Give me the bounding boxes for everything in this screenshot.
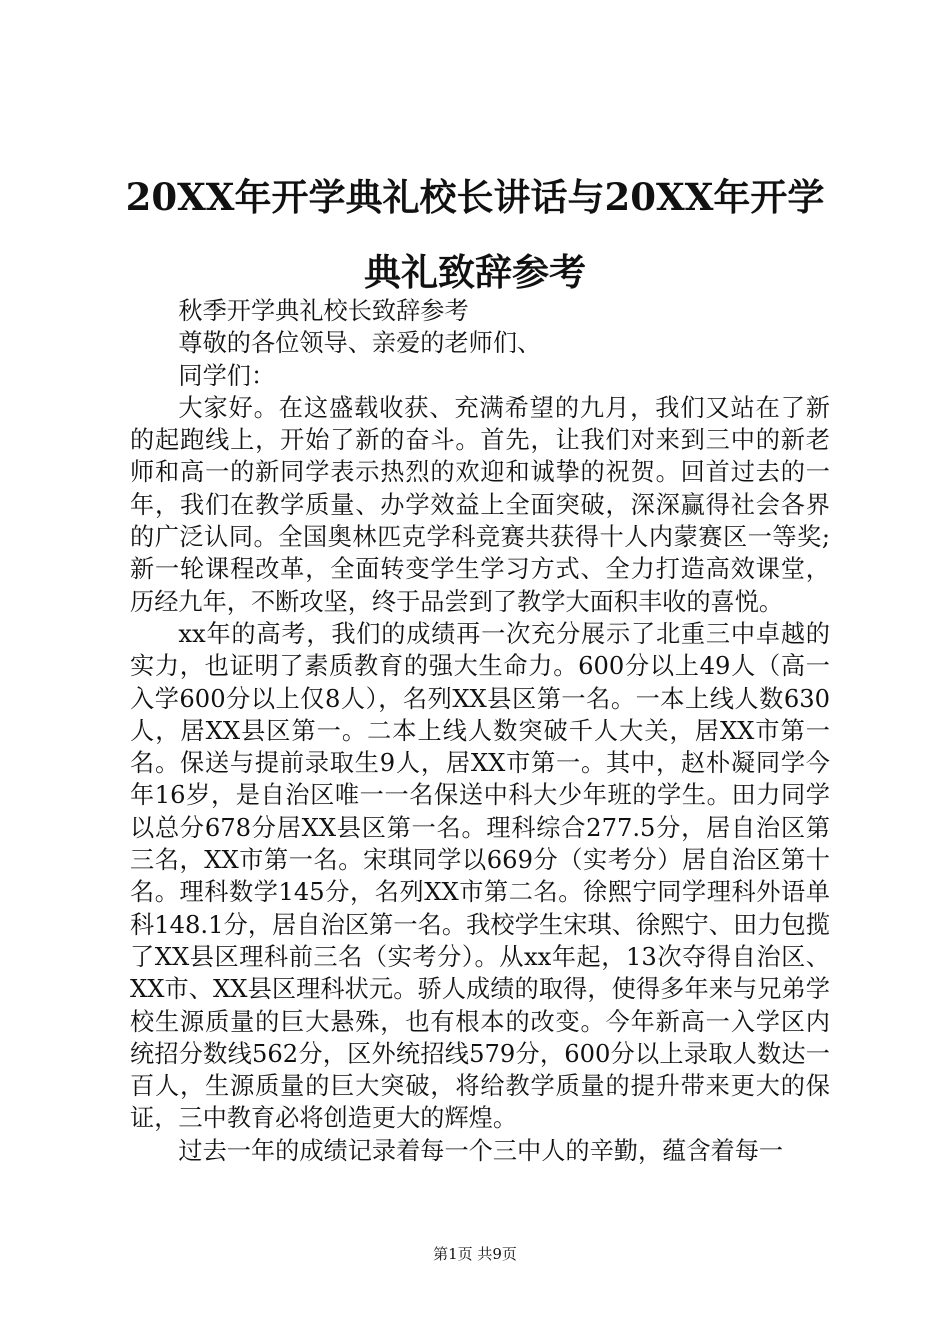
paragraph-subtitle: 秋季开学典礼校长致辞参考 <box>178 297 469 325</box>
paragraph-closing-start: 过去一年的成绩记录着每一个三中人的辛勤，蕴含着每一 <box>178 1136 784 1165</box>
paragraph-exam-results: xx年的高考，我们的成绩再一次充分展示了北重三中卓越的实力，也证明了素质教育的强大生命力。600分以上49人（高一入学600分以上仅8人），名列XX县区第一名。一本上线人数630人，居XX县区第一。二本上线人数突破千人大关，居XX市第一名。保送与提前录取生9人，居XX市第一。其中，赵朴凝同学今年16岁，是自治区唯一一名保送中科大少年班的学生。田力同学以总分678分居XX县区第一名。理科综合277.5分，居自治区第三名，XX市第一名。宋琪同学以669分（实考分）居自治区第十名。理科数学145分，名列XX市第二名。徐熙宁同学理科外语单科148.1分，居自治区第一名。我校学生宋琪、徐熙宁、田力包揽了XX县区理科前三名（实考分）。从xx年起，13次夺得自治区、XX市、XX县区理科状元。骄人成绩的取得，使得多年来与兄弟学校生源质量的巨大悬殊，也有根本的改变。今年新高一入学区内统招分数线562分，区外统招线579分，600分以上录取人数达一百人，生源质量的巨大突破，将给教学质量的提升带来更大的保证，三中教育必将创造更大的辉煌。 <box>130 619 830 1133</box>
paragraph-greeting: 大家好。在这盛载收获、充满希望的九月，我们又站在了新的起跑线上，开始了新的奋斗。首先，让我们对来到三中的新老师和高一的新同学表示热烈的欢迎和诚挚的祝贺。回首过去的一年，我们在教学质量、办学效益上全面突破，深深赢得社会各界的广泛认同。全国奥林匹克学科竞赛共获得十人内蒙赛区一等奖;新一轮课程改革，全面转变学生学习方式、全力打造高效课堂，历经九年，不断攻坚，终于品尝到了教学大面积丰收的喜悦。 <box>130 393 830 616</box>
page-footer: 第1页 共9页 <box>433 1245 517 1263</box>
paragraph-salutation: 尊敬的各位领导、亲爱的老师们、 <box>178 329 542 358</box>
paragraph-salutation-students: 同学们： <box>178 361 276 390</box>
document-body <box>130 295 830 1167</box>
document-title: 20XX年开学典礼校长讲话与20XX年开学典礼致辞参考 <box>125 175 825 294</box>
